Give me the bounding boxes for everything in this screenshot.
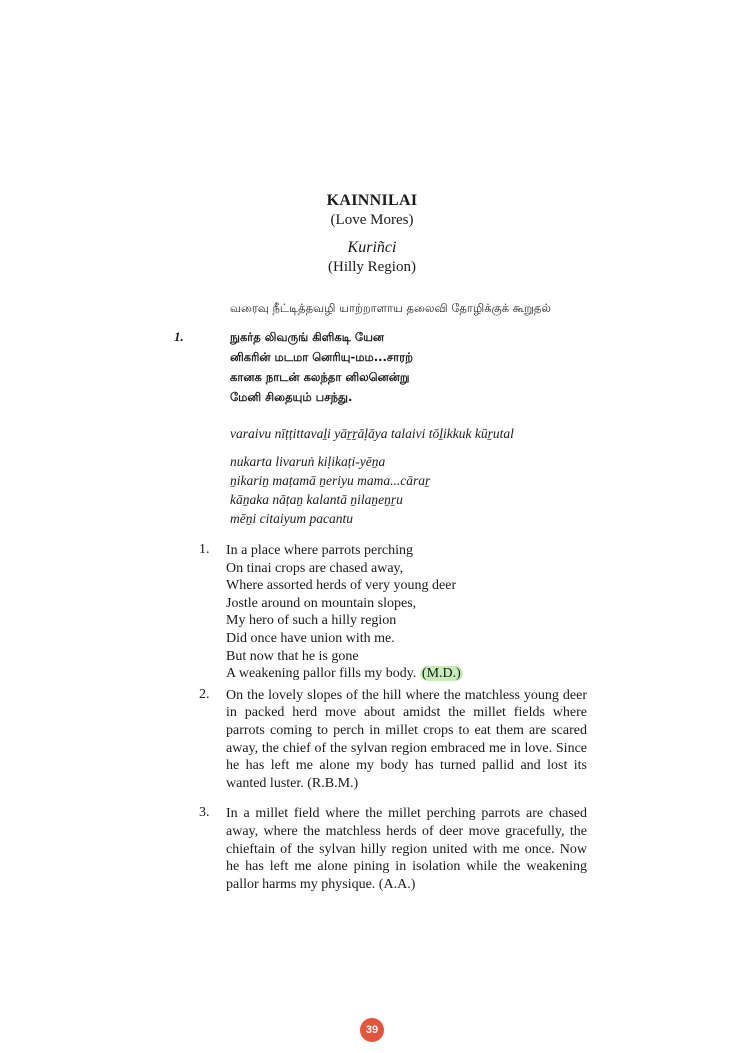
translation-item-1 [199, 542, 587, 683]
translation-line: On tinai crops are chased away, [226, 560, 404, 576]
transliteration-line: ṉikariṉ maṭamā ṉeriyu mama...cāraṟ [230, 473, 431, 488]
page-title: KAINNILAI [326, 192, 418, 209]
tamil-verse-line: நுகர்த லிவருங் கிளிகடி யேன [230, 330, 385, 344]
translation-number: 3. [199, 805, 210, 821]
translation-item-3 [199, 805, 587, 893]
page-subtitle: (Love Mores) [330, 212, 414, 228]
tamil-heading: வரைவு நீட்டித்தவழி யாற்றாளாய தலைவி தோழிக்குக் கூறுதல் [230, 301, 551, 315]
verse-number: 1. [174, 329, 184, 344]
region-subtitle: (Hilly Region) [328, 259, 416, 275]
tamil-verse [230, 327, 413, 407]
translation-line: In a place where parrots perching [226, 543, 413, 558]
translation-line: Jostle around on mountain slopes, [226, 595, 417, 611]
transliteration-line: kāṉaka nāṭaṉ kalantā ṉilaṉeṉṟu [230, 492, 403, 507]
translation-line: A weakening pallor fills my body. [226, 666, 417, 682]
tamil-verse-line: மேனி சிதையும் பசந்து. [230, 390, 353, 404]
translation-line: But now that he is gone [226, 648, 359, 664]
page-number-badge: 39 [360, 1018, 384, 1042]
translation-number: 2. [199, 686, 210, 702]
highlighted-attribution: (M.D.) [421, 666, 461, 682]
translation-number: 1. [199, 542, 210, 557]
translation-line: Did once have union with me. [226, 630, 395, 646]
transliteration-line: nukarta livaruṅ kiḷikaṭi-yēṉa [230, 454, 386, 469]
transliteration-heading: varaivu nīṭṭittavaḻi yāṟṟāḷāya talaivi tōḻikkuk kūṟutal [230, 426, 514, 441]
transliteration-line: mēṉi citaiyum pacantu [230, 511, 353, 526]
section-title: Kuriñci [347, 239, 397, 256]
transliteration-verse [230, 452, 430, 528]
translation-item-2 [199, 687, 587, 793]
translation-line: Where assorted herds of very young deer [226, 578, 457, 594]
translation-paragraph: In a millet field where the millet perching parrots are chased away, where the matchless herds of deer move gracefully, the chieftain of the sylvan hilly region united with me once. Now he has left me alone pining in isolation while the weakening pallor harms my physique. (A.A.) [226, 806, 587, 892]
tamil-verse-line: கானக நாடன் கலந்தா னிலனென்று [230, 370, 410, 384]
tamil-verse-line: னிகரின் மடமா னெரியு-மம...சாரற் [230, 350, 413, 364]
translation-line: My hero of such a hilly region [226, 613, 397, 629]
translation-paragraph: On the lovely slopes of the hill where the matchless young deer in packed herd move about amidst the millet fields where parrots coming to perch in millet crops to eat them are scared away, the chief of the sylvan region embraced me in love. Since he has left me alone my body has turned pallid and lost its wanted luster. (R.B.M.) [226, 687, 587, 791]
translations-list [199, 542, 587, 893]
